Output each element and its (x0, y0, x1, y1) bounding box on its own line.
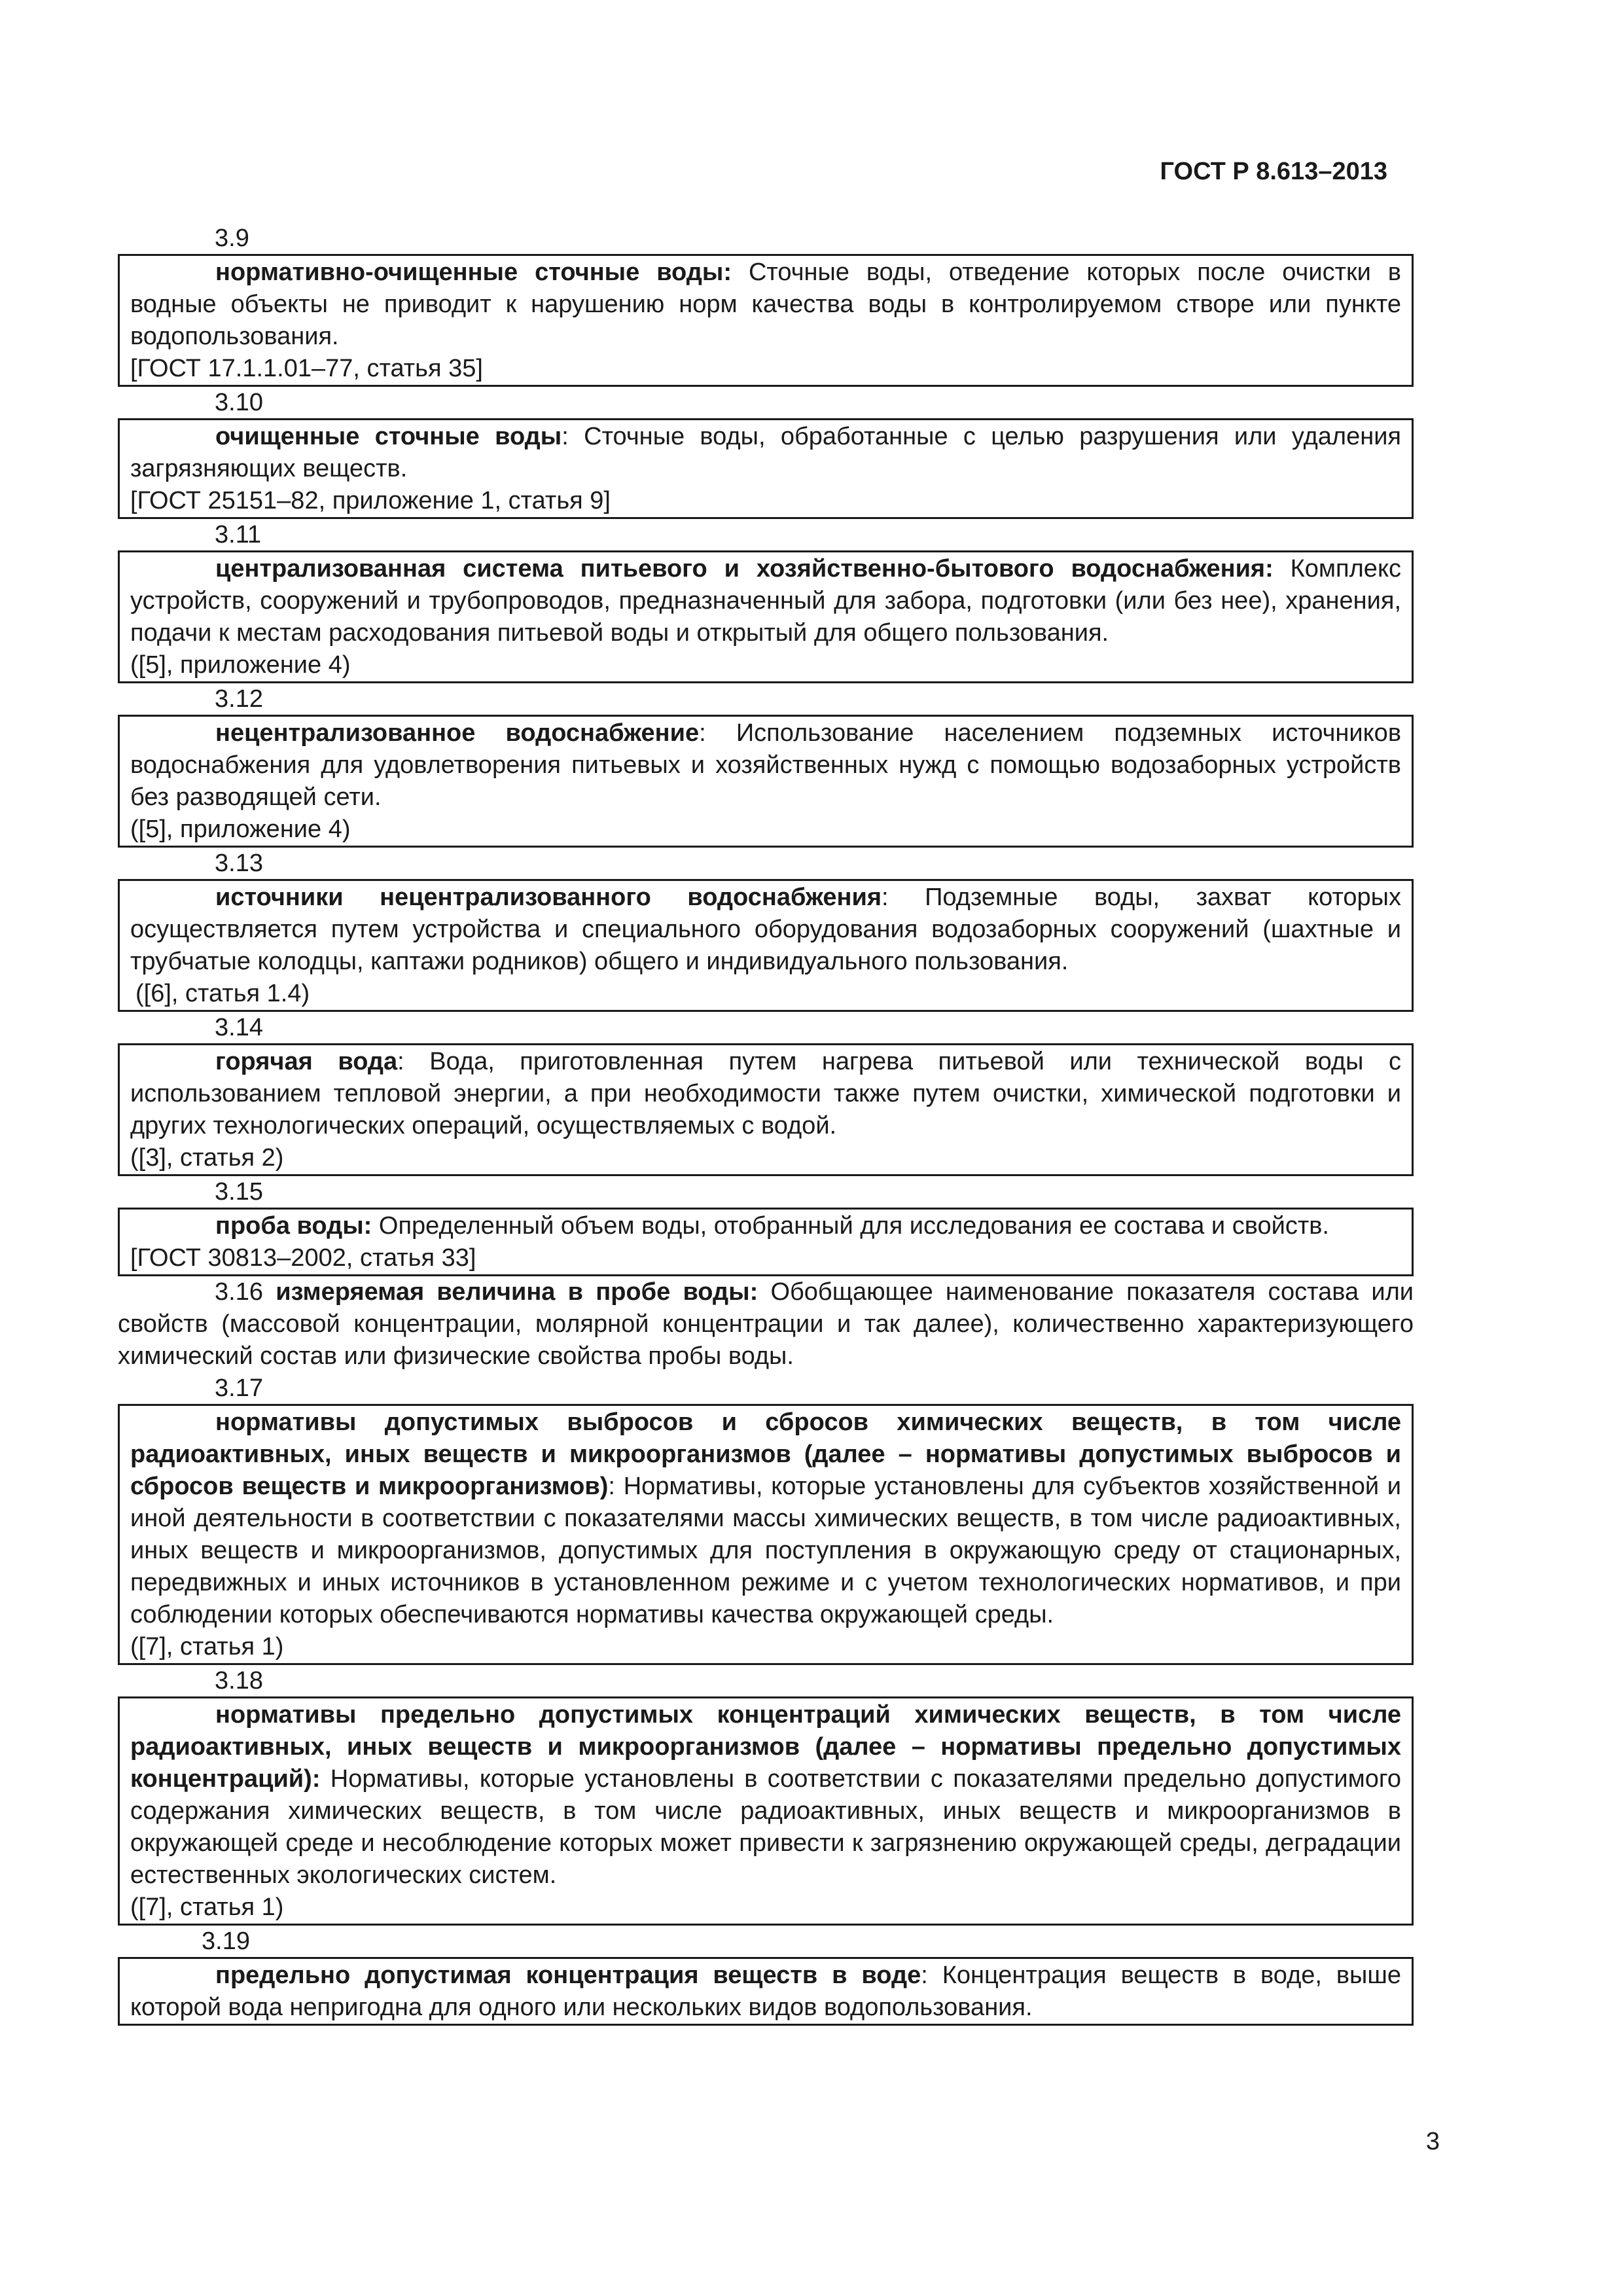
term-number: 3.15 (215, 1178, 263, 1206)
term-number: 3.16 (215, 1278, 263, 1306)
term-source: ([5], приложение 4) (130, 816, 351, 843)
term-number: 3.12 (215, 685, 263, 713)
term-source: ([6], статья 1.4) (135, 980, 310, 1007)
term-definition: Определенный объем воды, отобранный для исследования ее состава и свойств. (372, 1212, 1329, 1240)
term-plain (118, 1276, 1414, 1372)
term-number: 3.14 (215, 1014, 263, 1041)
term-box (118, 418, 1414, 519)
term-definition: Обобщающее наименование показателя состава или свойств (массовой концентрации, молярной концентрации и так далее), количественно характеризующего химический состав или физические свойства пробы воды. (118, 1278, 1414, 1370)
page-number: 3 (1425, 2128, 1440, 2155)
term-box (118, 254, 1414, 387)
term-name: предельно допустимая концентрация веществ в воде (215, 1962, 921, 1989)
term-box (118, 550, 1414, 683)
term-number: 3.11 (215, 521, 262, 548)
term-definition: : Сточные воды, обработанные с целью разрушения или удаления загрязняющих веществ. (130, 423, 1401, 482)
term-box (118, 1957, 1414, 2026)
term-number: 3.19 (202, 1928, 250, 1955)
term-source: ([7], статья 1) (130, 1633, 284, 1660)
term-box (118, 1696, 1414, 1926)
term-definition: : Концентрация веществ в воде, выше которой вода непригодна для одного или нескольких видов водопользования. (130, 1962, 1401, 2021)
term-name: очищенные сточные воды (215, 423, 562, 450)
term-definition: : Подземные воды, захват которых осуществляется путем устройства и специального оборудования водозаборных сооружений (шахтные и трубчатые колодцы, каптажи родников) общего и индивидуального пользования. (130, 884, 1401, 975)
term-source: ([5], приложение 4) (130, 651, 351, 679)
term-name: централизованная система питьевого и хозяйственно-бытового водоснабжения: (215, 555, 1274, 583)
term-number: 3.9 (215, 224, 249, 252)
term-definition: : Вода, приготовленная путем нагрева питьевой или технической воды с использованием тепловой энергии, а при необходимости также путем очистки, химической подготовки и других технологических операций, осуществляемых с водой. (130, 1048, 1401, 1139)
term-box (118, 1404, 1414, 1665)
term-source: ([7], статья 1) (130, 1893, 284, 1921)
term-source: [ГОСТ 30813–2002, статья 33] (130, 1244, 476, 1272)
term-name: нецентрализованное водоснабжение (215, 719, 700, 747)
term-number: 3.13 (215, 850, 263, 877)
term-box (118, 1043, 1414, 1176)
term-box (118, 715, 1414, 848)
term-number: 3.10 (215, 389, 263, 416)
term-source: [ГОСТ 25151–82, приложение 1, статья 9] (130, 487, 611, 514)
term-name: нормативы допустимых выбросов и сбросов химических веществ, в том числе радиоактивных, иных веществ и микроорганизмов (далее – нормативы допустимых выбросов и сбросов веществ и микроорганизмов) (130, 1408, 1401, 1500)
term-name: нормативы предельно допустимых концентраций химических веществ, в том числе радиоактивных, иных веществ и микроорганизмов (далее – нормативы предельно допустимых концентраций): (130, 1701, 1401, 1793)
document-id: ГОСТ Р 8.613–2013 (1160, 158, 1387, 185)
term-definition: : Нормативы, которые установлены для субъектов хозяйственной и иной деятельности в соответствии с показателями массы химических веществ, в том числе радиоактивных, иных веществ и микроорганизмов, допустимых для поступления в окружающую среду от стационарных, передвижных и иных источников в установленном режиме и с учетом технологических нормативов, и при соблюдении которых обеспечиваются нормативы качества окружающей среды. (130, 1473, 1402, 1628)
term-box (118, 879, 1414, 1012)
term-definition: Сточные воды, отведение которых после очистки в водные объекты не приводит к нарушению норм качества воды в контролируемом створе или пункте водопользования. (130, 259, 1401, 350)
term-name: проба воды: (215, 1212, 372, 1240)
term-number: 3.17 (215, 1374, 263, 1402)
term-name: измеряемая величина в пробе воды: (276, 1278, 758, 1306)
terms-list (118, 223, 1414, 2026)
term-number: 3.18 (215, 1667, 263, 1695)
term-box (118, 1208, 1414, 1276)
term-definition: Нормативы, которые установлены в соответствии с показателями предельно допустимого содержания химических веществ, в том числе радиоактивных, иных веществ и микроорганизмов в окружающей среде и несоблюдение которых может привести к загрязнению окружающей среды, деградации естественных экологических систем. (130, 1765, 1401, 1889)
term-source: [ГОСТ 17.1.1.01–77, статья 35] (130, 355, 483, 382)
term-name: нормативно-очищенные сточные воды: (215, 259, 732, 286)
term-name: источники нецентрализованного водоснабжения (215, 884, 882, 911)
term-definition: Комплекс устройств, сооружений и трубопроводов, предназначенный для забора, подготовки (или без нее), хранения, подачи к местам расходования питьевой воды и открытый для общего пользования. (130, 555, 1401, 647)
term-source: ([3], статья 2) (130, 1144, 284, 1172)
term-definition: : Использование населением подземных источников водоснабжения для удовлетворения питьевых и хозяйственных нужд с помощью водозаборных устройств без разводящей сети. (130, 719, 1402, 811)
term-name: горячая вода (215, 1048, 398, 1075)
